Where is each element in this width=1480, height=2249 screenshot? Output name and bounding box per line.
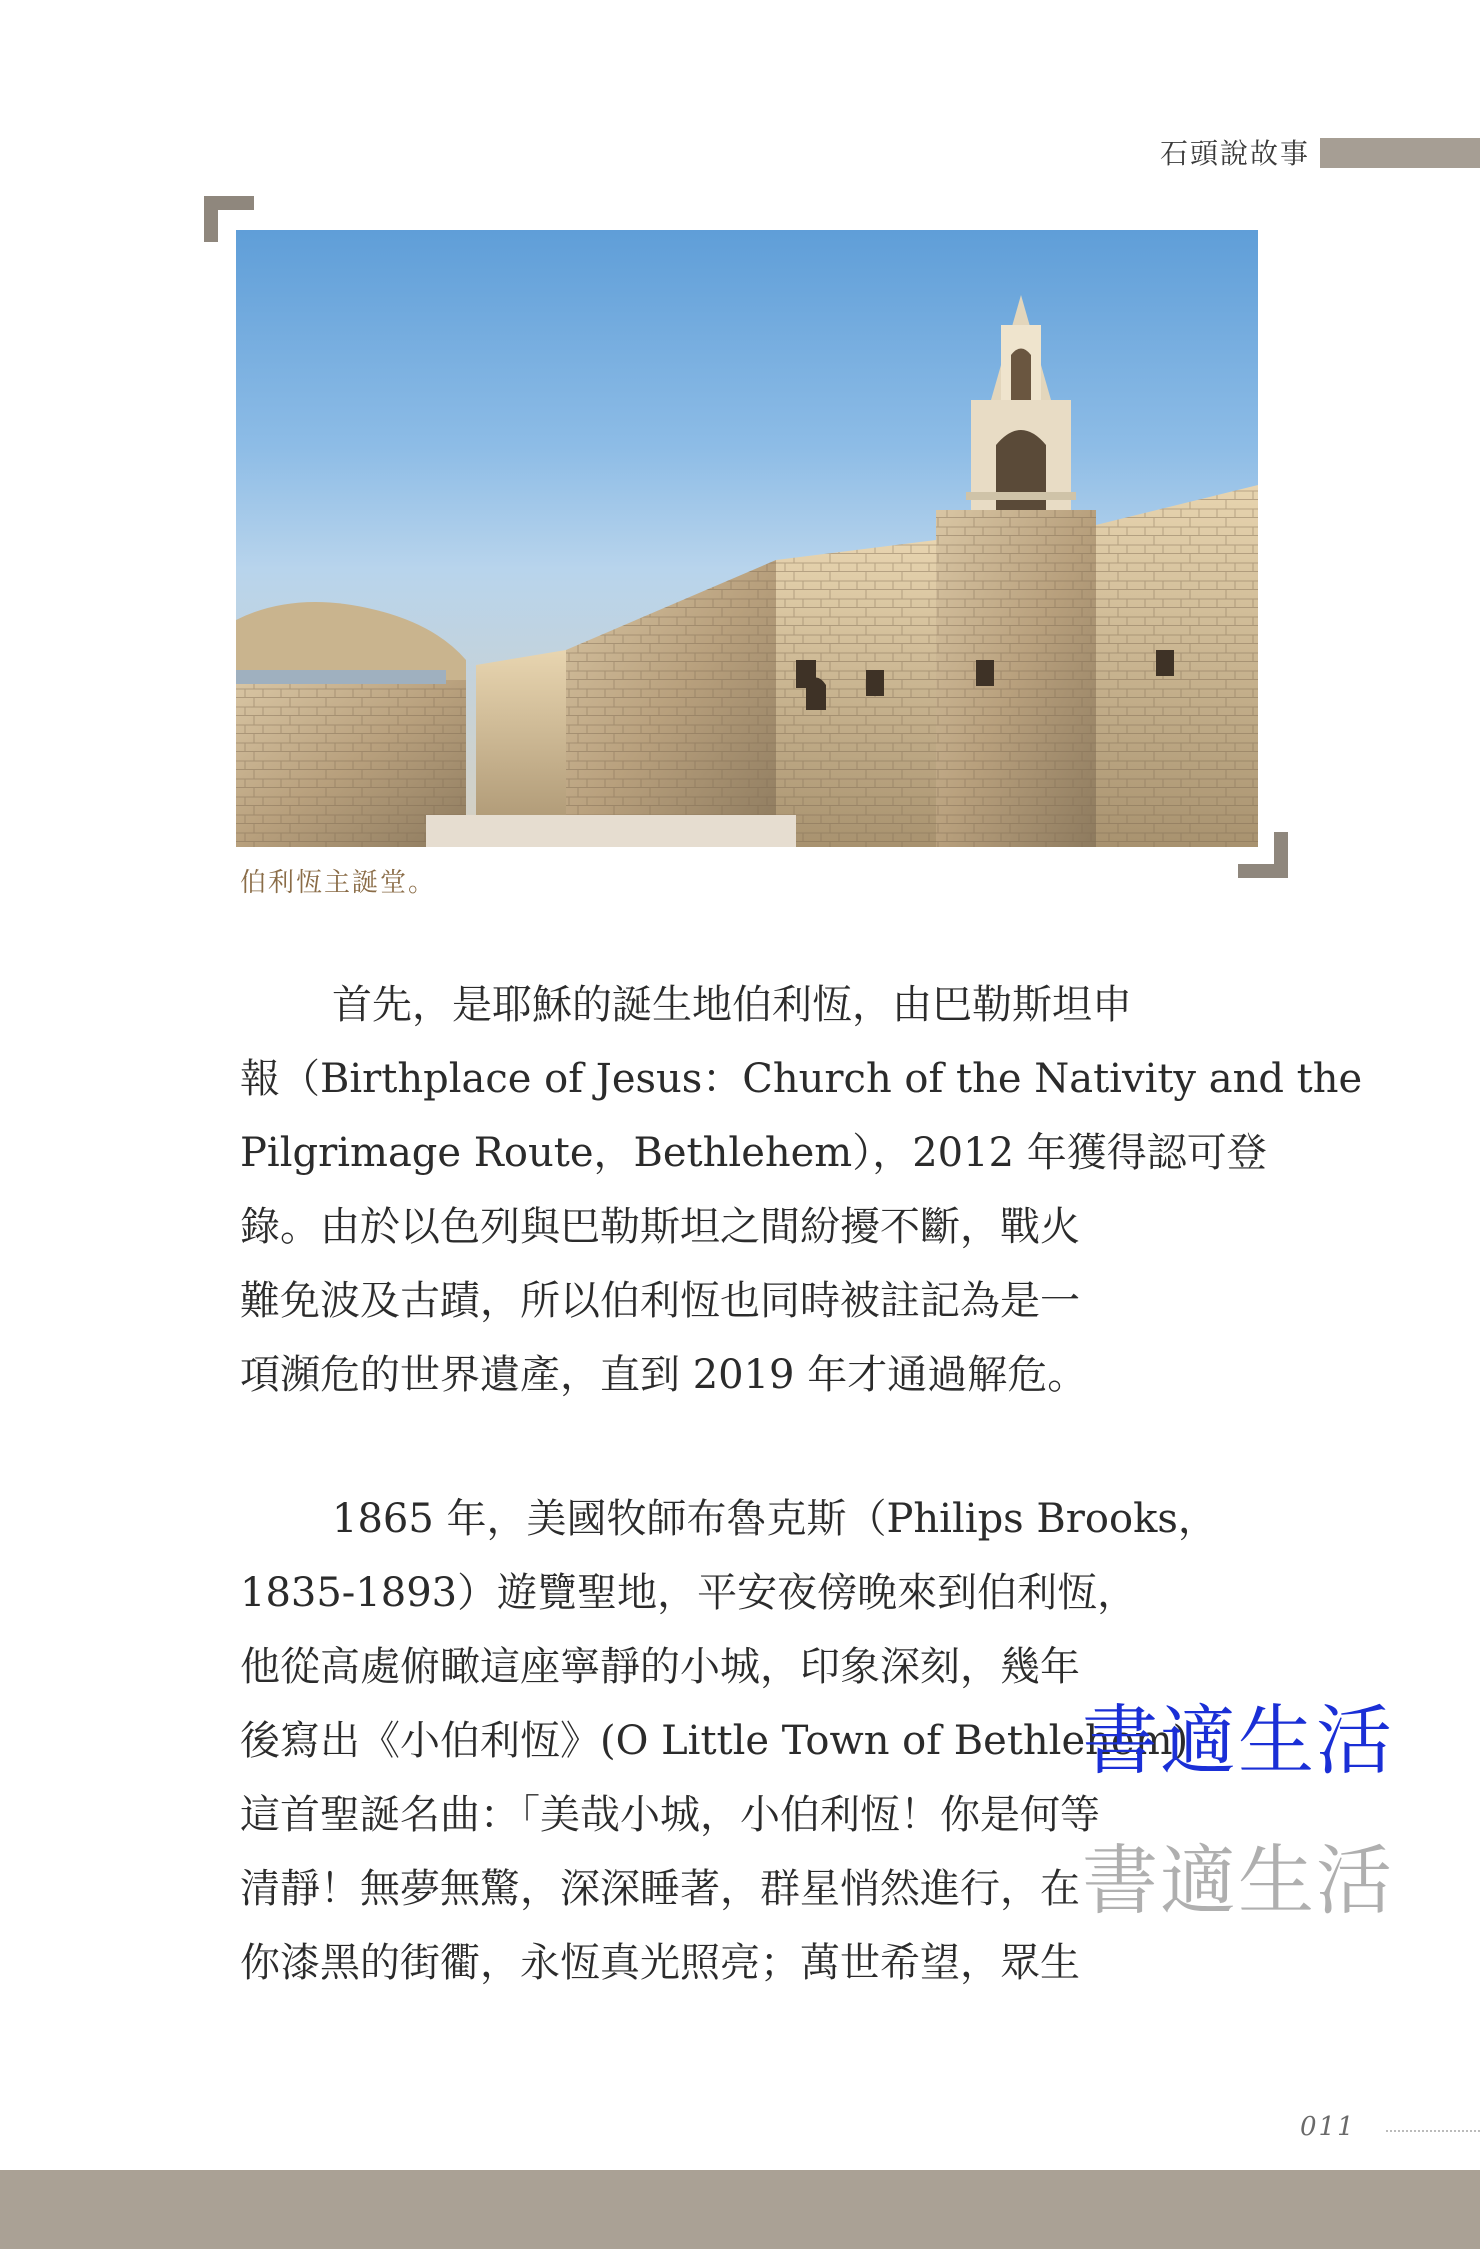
watermark-secondary: 書適生活	[1082, 1836, 1394, 1925]
church-photo	[236, 230, 1258, 847]
paragraph-line: 後寫出《小伯利恆》(O Little Town of Bethlehem)	[240, 1718, 1189, 1764]
paragraph-line: 項瀕危的世界遺產，直到 2019 年才通過解危。	[240, 1352, 1088, 1398]
paragraph-1	[240, 968, 1363, 1412]
paragraph-line: 1835-1893）遊覽聖地，平安夜傍晚來到伯利恆，	[240, 1570, 1138, 1616]
header-title: 石頭說故事	[1159, 137, 1310, 170]
paragraph-line: Pilgrimage Route，Bethlehem），2012 年獲得認可登	[240, 1130, 1267, 1176]
footer-dotted-line	[1386, 2130, 1480, 2132]
paragraph-line: 清靜！無夢無驚，深深睡著，群星悄然進行，在	[240, 1866, 1080, 1912]
paragraph-line: 1865 年，美國牧師布魯克斯（Philips Brooks，	[332, 1496, 1218, 1542]
paragraph-line: 錄。由於以色列與巴勒斯坦之間紛擾不斷，戰火	[240, 1204, 1080, 1250]
page-number: 011	[1300, 2112, 1356, 2142]
paragraph-line: 你漆黑的街衢，永恆真光照亮；萬世希望，眾生	[240, 1940, 1080, 1986]
paragraph-line: 他從高處俯瞰這座寧靜的小城，印象深刻，幾年	[240, 1644, 1080, 1690]
header-bar	[1320, 138, 1480, 168]
watermark-primary: 書適生活	[1082, 1696, 1394, 1785]
footer-bar	[0, 2170, 1480, 2249]
paragraph-line: 難免波及古蹟，所以伯利恆也同時被註記為是一	[240, 1278, 1080, 1324]
paragraph-line: 首先，是耶穌的誕生地伯利恆，由巴勒斯坦申	[332, 982, 1132, 1028]
paragraph-line: 報（Birthplace of Jesus：Church of the Nativity and the	[240, 1056, 1363, 1102]
paragraph-line: 這首聖誕名曲：「美哉小城，小伯利恆！你是何等	[240, 1792, 1100, 1838]
photo-caption: 伯利恆主誕堂。	[240, 868, 437, 898]
